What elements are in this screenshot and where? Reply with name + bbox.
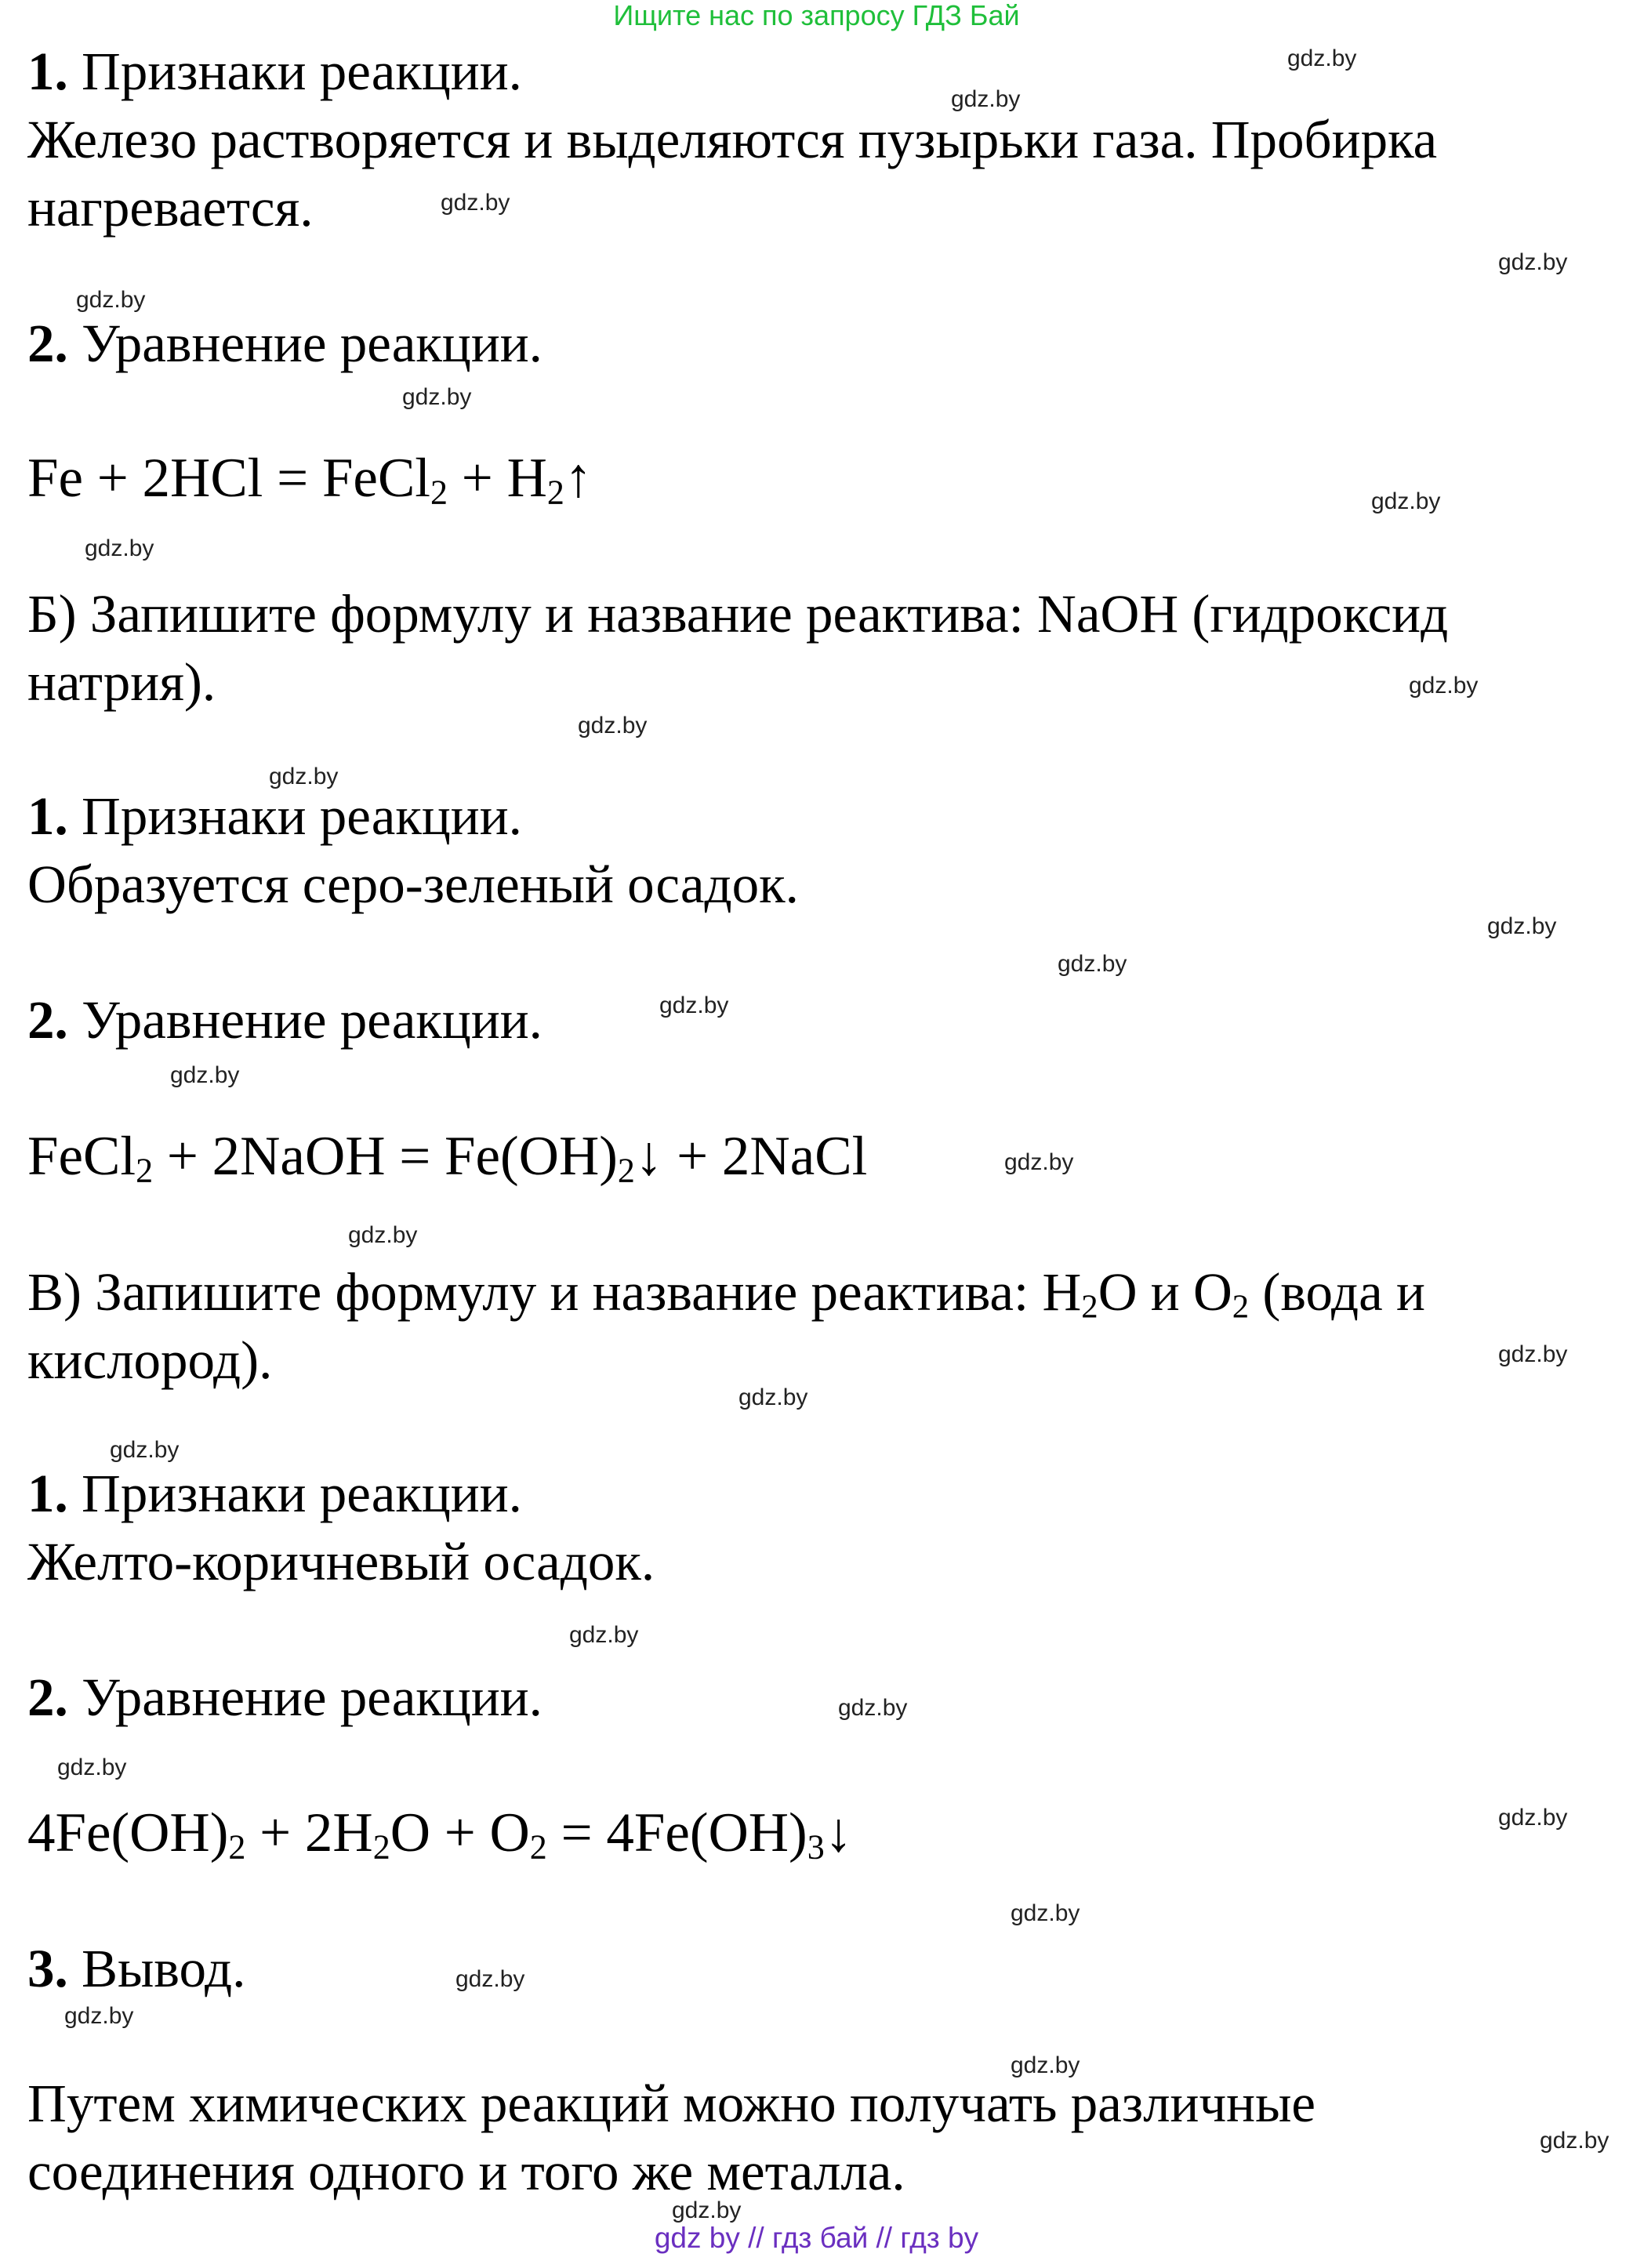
equation-heading-b	[27, 986, 543, 1054]
watermark: gdz.by	[85, 535, 154, 561]
watermark: gdz.by	[76, 287, 146, 313]
signs-text-a-line2: нагревается.	[27, 178, 314, 238]
equation-heading-c	[27, 1664, 543, 1731]
signs-text-a-line1: Железо растворяется и выделяются пузырьки газа. Пробирка	[27, 110, 1438, 169]
signs-text-c: Желто-коричневый осадок.	[27, 1532, 655, 1591]
footer-links: gdz by // гдз бай // гдз by	[654, 2222, 979, 2254]
equation-number-c: 2.	[27, 1667, 68, 1727]
watermark: gdz.by	[951, 86, 1021, 112]
reagent-b-line2: натрия).	[27, 652, 216, 712]
signs-label-b: Признаки реакции.	[82, 786, 522, 846]
watermark: gdz.by	[1498, 1805, 1568, 1831]
signs-number-c: 1.	[27, 1464, 68, 1523]
equation-b: FeCl$_2$ + 2NaOH = $Fe(OH)_2↓$ + 2NaCl	[27, 1126, 868, 1190]
watermark: gdz.by	[578, 713, 648, 738]
watermark: gdz.by	[1011, 1900, 1080, 1926]
signs-heading-c	[27, 1460, 522, 1527]
signs-heading-a	[27, 38, 522, 105]
watermark: gdz.by	[269, 764, 339, 789]
equation-number-a: 2.	[27, 314, 68, 373]
equation-a: Fe + 2HCl = FeCl$_2$ + $H_2↑$	[27, 448, 593, 512]
equation-label-a: Уравнение реакции.	[82, 314, 543, 373]
watermark: gdz.by	[1371, 488, 1441, 514]
watermark: gdz.by	[838, 1695, 908, 1721]
watermark: gdz.by	[348, 1222, 418, 1248]
watermark: gdz.by	[659, 992, 729, 1018]
signs-number-b: 1.	[27, 786, 68, 846]
equation-label-b: Уравнение реакции.	[82, 990, 543, 1050]
watermark: gdz.by	[1487, 913, 1557, 939]
conclusion-number: 3.	[27, 1939, 68, 1998]
conclusion-line1: Путем химических реакций можно получать различные	[27, 2074, 1316, 2133]
watermark: gdz.by	[569, 1622, 639, 1648]
watermark: gdz.by	[1287, 45, 1357, 71]
watermark: gdz.by	[402, 384, 472, 410]
conclusion-label: Вывод.	[82, 1939, 246, 1998]
equation-label-c: Уравнение реакции.	[82, 1667, 543, 1727]
conclusion-heading	[27, 1935, 245, 2002]
watermark: gdz.by	[170, 1062, 240, 1088]
search-hint-banner: Ищите нас по запросу ГДЗ Бай	[613, 0, 1020, 31]
signs-label-c: Признаки реакции.	[82, 1464, 522, 1523]
conclusion-line2: соединения одного и того же металла.	[27, 2142, 905, 2201]
watermark: gdz.by	[57, 1755, 127, 1780]
watermark: gdz.by	[738, 1384, 808, 1410]
watermark: gdz.by	[672, 2197, 742, 2223]
watermark: gdz.by	[455, 1966, 525, 1992]
watermark: gdz.by	[1498, 1341, 1568, 1367]
reagent-b-line1: Б) Запишите формулу и название реактива: NaOH (гидроксид	[27, 584, 1449, 644]
watermark: gdz.by	[64, 2003, 134, 2029]
watermark: gdz.by	[441, 190, 510, 216]
signs-label-a: Признаки реакции.	[82, 42, 522, 101]
watermark: gdz.by	[110, 1437, 180, 1463]
watermark: gdz.by	[1540, 2128, 1609, 2154]
reagent-c-line2: кислород).	[27, 1330, 273, 1390]
signs-text-b: Образуется серо-зеленый осадок.	[27, 855, 799, 914]
watermark: gdz.by	[1011, 2052, 1080, 2078]
watermark: gdz.by	[1409, 673, 1479, 699]
watermark: gdz.by	[1498, 249, 1568, 275]
watermark: gdz.by	[1004, 1149, 1074, 1175]
signs-heading-b	[27, 782, 522, 850]
equation-heading-a	[27, 310, 543, 377]
signs-number-a: 1.	[27, 42, 68, 101]
equation-number-b: 2.	[27, 990, 68, 1050]
equation-c: $4Fe(OH)_2 + 2H_2O + O_2$ = $4Fe(OH)_3↓$	[27, 1802, 853, 1867]
watermark: gdz.by	[1058, 951, 1127, 977]
reagent-c-line1: В) Запишите формулу и название реактива: $H_2O$ и $O_2$ (вода и	[27, 1262, 1425, 1326]
